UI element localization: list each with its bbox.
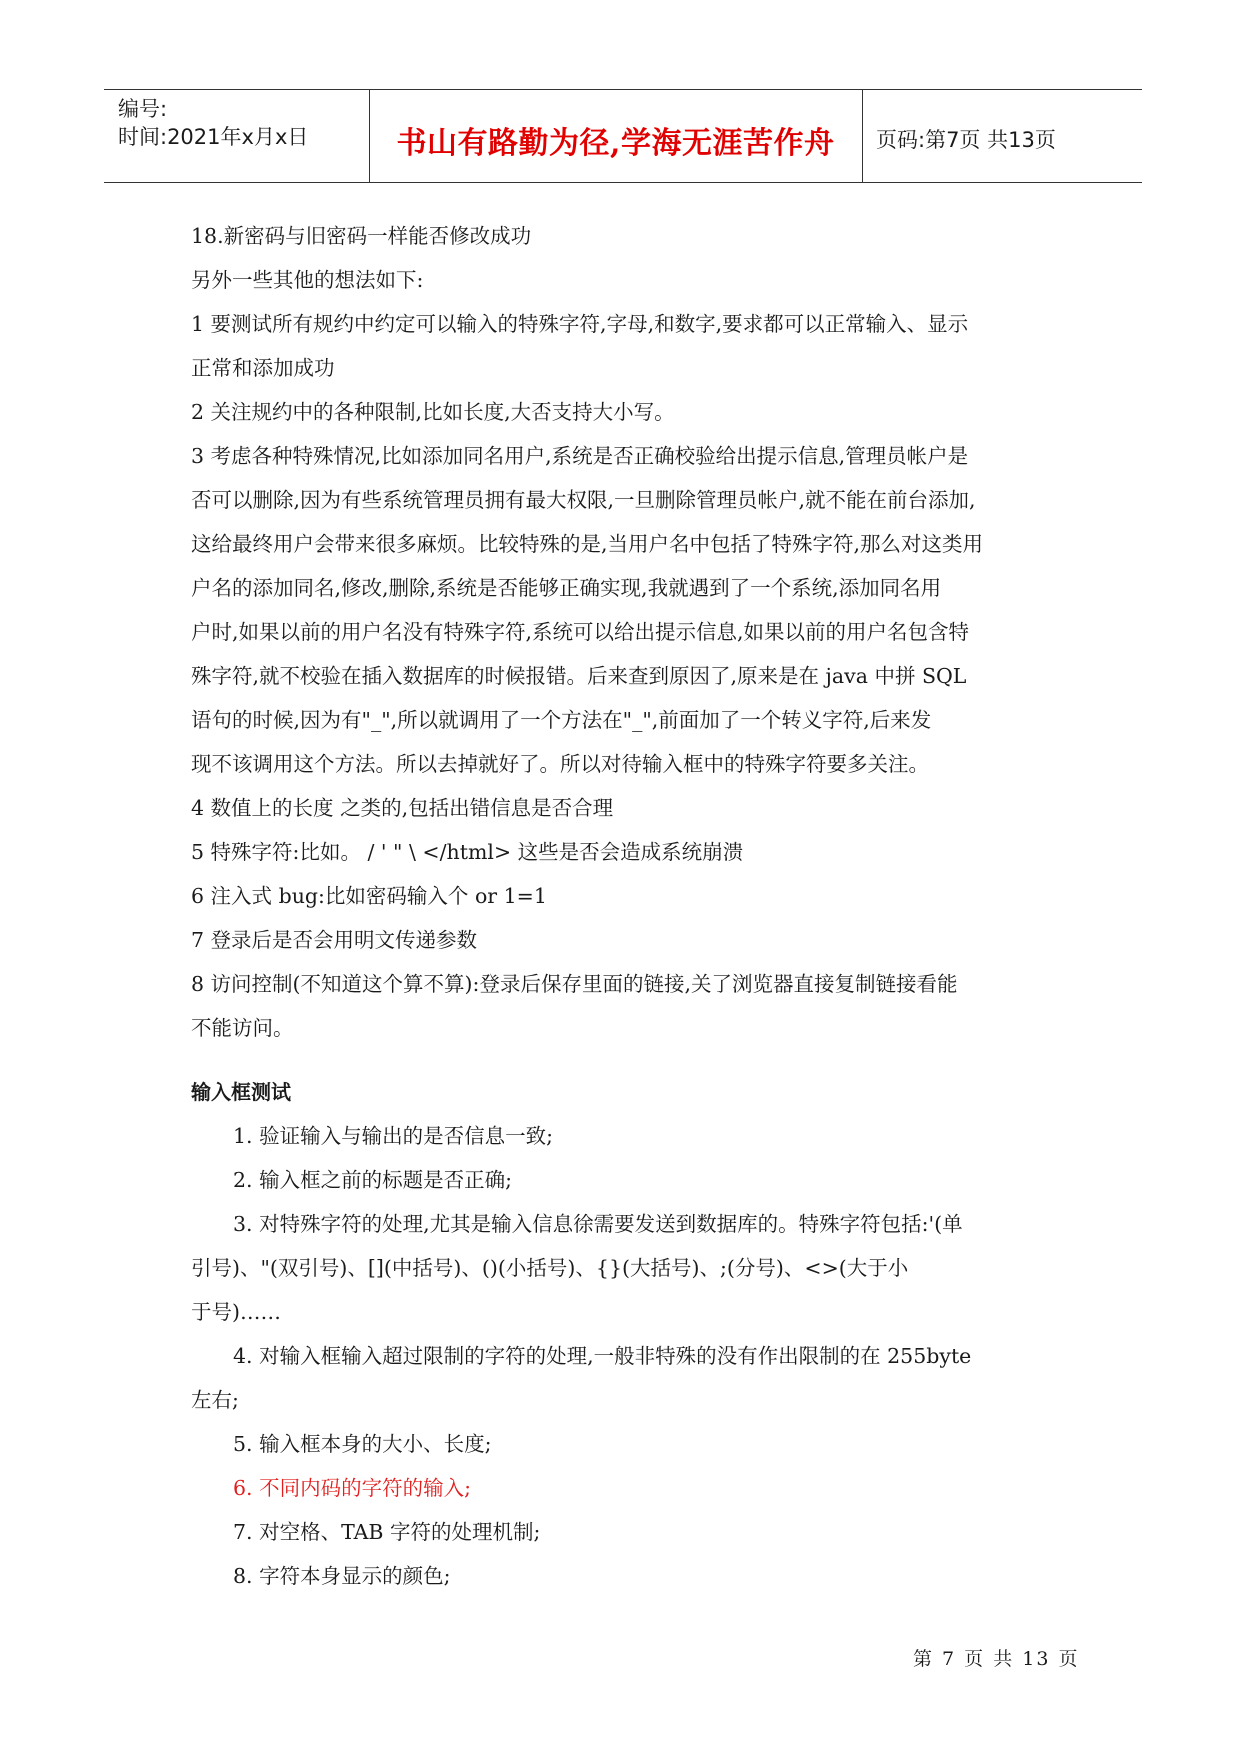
header-motto: 书山有路勤为径,学海无涯苦作舟: [396, 126, 835, 161]
body-line: 另外一些其他的想法如下:: [191, 268, 424, 292]
body-line: 不能访问。: [191, 1016, 294, 1040]
section-line: 4. 对输入框输入超过限制的字符的处理,一般非特殊的没有作出限制的在 255byte: [233, 1344, 972, 1368]
body-line: 语句的时候,因为有"_",所以就调用了一个方法在"_",前面加了一个转义字符,后来发: [191, 708, 932, 732]
header-divider-right: [862, 89, 863, 182]
body-line: 8 访问控制(不知道这个算不算):登录后保存里面的链接,关了浏览器直接复制链接看能: [191, 972, 958, 996]
section-line: 左右;: [191, 1388, 239, 1412]
section-line: 3. 对特殊字符的处理,尤其是输入信息徐需要发送到数据库的。特殊字符包括:'(单: [233, 1212, 963, 1236]
section-line: 于号)……: [191, 1300, 281, 1324]
body-line: 1 要测试所有规约中约定可以输入的特殊字符,字母,和数字,要求都可以正常输入、显示: [191, 312, 969, 336]
body-line: 殊字符,就不校验在插入数据库的时候报错。后来查到原因了,原来是在 java 中拼 SQL: [191, 664, 967, 688]
body-line: 3 考虑各种特殊情况,比如添加同名用户,系统是否正确校验给出提示信息,管理员帐户是: [191, 444, 969, 468]
section-line: 2. 输入框之前的标题是否正确;: [233, 1168, 512, 1192]
section-line: 7. 对空格、TAB 字符的处理机制;: [233, 1520, 541, 1544]
body-line: 否可以删除,因为有些系统管理员拥有最大权限,一旦删除管理员帐户,就不能在前台添加,: [191, 488, 976, 512]
body-line: 户时,如果以前的用户名没有特殊字符,系统可以给出提示信息,如果以前的用户名包含特: [191, 620, 970, 644]
header-time-label: 时间:2021年x月x日: [118, 125, 309, 149]
body-line: 户名的添加同名,修改,删除,系统是否能够正确实现,我就遇到了一个系统,添加同名用: [191, 576, 942, 600]
header-top-rule: [104, 89, 1142, 90]
header-bottom-rule: [104, 182, 1142, 183]
body-line: 4 数值上的长度 之类的,包括出错信息是否合理: [191, 796, 614, 820]
body-line: 18.新密码与旧密码一样能否修改成功: [191, 224, 532, 248]
body-line: 5 特殊字符:比如。 / ' " \ </html> 这些是否会造成系统崩溃: [191, 840, 744, 864]
body-line: 6 注入式 bug:比如密码输入个 or 1=1: [191, 884, 547, 908]
section-line: 1. 验证输入与输出的是否信息一致;: [233, 1124, 553, 1148]
body-line: 正常和添加成功: [191, 356, 335, 380]
document-body: [191, 214, 1071, 1598]
body-line: 这给最终用户会带来很多麻烦。比较特殊的是,当用户名中包括了特殊字符,那么对这类用: [191, 532, 984, 556]
footer-page-number: 第 7 页 共 13 页: [913, 1648, 1080, 1670]
spacer: [191, 1050, 1071, 1070]
section-line-highlighted: 6. 不同内码的字符的输入;: [233, 1476, 471, 1500]
header-number-label: 编号:: [118, 97, 168, 121]
section-line: 8. 字符本身显示的颜色;: [233, 1564, 451, 1588]
section-line: 引号)、"(双引号)、[](中括号)、()(小括号)、{}(大括号)、;(分号)、<>(大于小: [191, 1256, 909, 1280]
section-line: 5. 输入框本身的大小、长度;: [233, 1432, 492, 1456]
section-title: 输入框测试: [191, 1080, 291, 1104]
header-page-label: 页码:第7页 共13页: [876, 128, 1056, 152]
body-line: 7 登录后是否会用明文传递参数: [191, 928, 478, 952]
body-line: 2 关注规约中的各种限制,比如长度,大否支持大小写。: [191, 400, 675, 424]
body-line: 现不该调用这个方法。所以去掉就好了。所以对待输入框中的特殊字符要多关注。: [191, 752, 929, 776]
